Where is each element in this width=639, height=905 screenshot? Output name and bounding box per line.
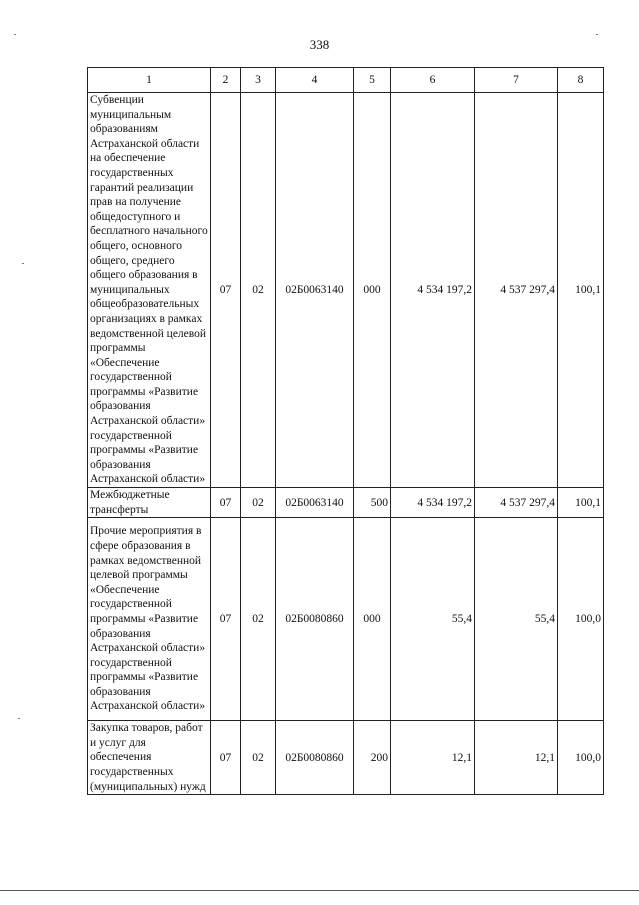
target-code-cell: 02Б0080860	[276, 721, 354, 795]
page-number: 338	[309, 37, 330, 52]
target-code-cell: 02Б0063140	[276, 488, 354, 518]
header-cell-6: 6	[391, 68, 475, 93]
subsection-cell: 02	[241, 721, 276, 795]
expense-type-cell: 000	[354, 93, 391, 488]
page-bottom-rule	[0, 890, 639, 891]
row-name-cell: Межбюджетные трансферты	[88, 488, 211, 518]
plan-value-cell: 4 534 197,2	[391, 488, 475, 518]
section-cell: 07	[211, 518, 241, 721]
section-cell: 07	[211, 721, 241, 795]
table-row	[88, 488, 604, 518]
header-row	[88, 68, 604, 93]
target-code-cell: 02Б0080860	[276, 518, 354, 721]
percent-cell: 100,0	[558, 721, 604, 795]
table-row	[88, 518, 604, 721]
row-name-cell: Субвенции муниципальным образованиям Астраханской области на обеспечение государственных гарантий реализации прав на получение общедоступного и бесплатного начального общего, основного общего, среднего общего образования в муниципальных общеобразовательных организациях в рамках ведомственной целевой программы «Обеспечение государственной программы «Развитие образования Астраханской области» государственной программы «Развитие образования Астраханской области»	[88, 93, 211, 488]
scan-speck	[596, 34, 598, 35]
scan-speck	[14, 34, 16, 35]
plan-value-cell: 4 534 197,2	[391, 93, 475, 488]
scan-speck	[18, 718, 20, 719]
header-cell-5: 5	[354, 68, 391, 93]
plan-value-cell: 55,4	[391, 518, 475, 721]
subsection-cell: 02	[241, 518, 276, 721]
header-cell-1: 1	[88, 68, 211, 93]
target-code-cell: 02Б0063140	[276, 93, 354, 488]
header-cell-3: 3	[241, 68, 276, 93]
header-cell-4: 4	[276, 68, 354, 93]
subsection-cell: 02	[241, 93, 276, 488]
percent-cell: 100,0	[558, 518, 604, 721]
scan-speck	[22, 263, 24, 264]
header-cell-8: 8	[558, 68, 604, 93]
header-cell-7: 7	[475, 68, 558, 93]
expense-type-cell: 000	[354, 518, 391, 721]
expense-type-cell: 200	[354, 721, 391, 795]
plan-value-cell: 12,1	[391, 721, 475, 795]
table-row	[88, 93, 604, 488]
actual-value-cell: 55,4	[475, 518, 558, 721]
subsection-cell: 02	[241, 488, 276, 518]
section-cell: 07	[211, 488, 241, 518]
row-name-cell: Закупка товаров, работ и услуг для обеспечения государственных (муниципальных) нужд	[88, 721, 211, 795]
expense-type-cell: 500	[354, 488, 391, 518]
budget-table	[87, 67, 604, 795]
section-cell: 07	[211, 93, 241, 488]
row-name-cell: Прочие мероприятия в сфере образования в рамках ведомственной целевой программы «Обеспечение государственной программы «Развитие образования Астраханской области» государственной программы «Развитие образования Астраханской области»	[88, 518, 211, 721]
header-cell-2: 2	[211, 68, 241, 93]
actual-value-cell: 4 537 297,4	[475, 488, 558, 518]
actual-value-cell: 4 537 297,4	[475, 93, 558, 488]
table-row	[88, 721, 604, 795]
percent-cell: 100,1	[558, 488, 604, 518]
actual-value-cell: 12,1	[475, 721, 558, 795]
percent-cell: 100,1	[558, 93, 604, 488]
